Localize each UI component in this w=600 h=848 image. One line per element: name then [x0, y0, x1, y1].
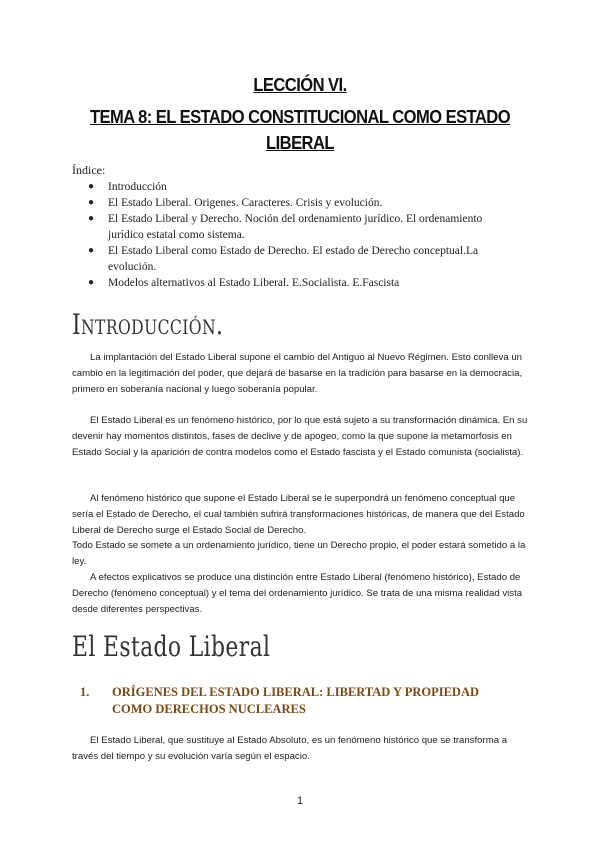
index-item [72, 179, 512, 195]
index-item [72, 275, 512, 291]
index-label: Índice: [72, 163, 106, 177]
index-item-text: El Estado Liberal como Estado de Derecho. El estado de Derecho conceptual.La evolución. [108, 245, 479, 273]
subsection-number: 1. [80, 685, 90, 699]
index-item-text: Introducción [108, 181, 167, 193]
bullet-icon: ● [88, 197, 95, 208]
topic-title: TEMA 8: EL ESTADO CONSTITUCIONAL COMO ESTADO LIBERAL [89, 107, 511, 153]
bullet-icon: ● [88, 277, 95, 288]
index-item [72, 195, 512, 211]
index-item-text: El Estado Liberal. Origenes. Caracteres. Crisis y evolución. [108, 197, 383, 209]
section-heading-estado-liberal: El Estado Liberal [72, 630, 271, 663]
lesson-title: LECCIÓN VI. [253, 75, 347, 95]
paragraph: Al fenómeno histórico que supone el Estado Liberal se le superpondrá un fenómeno conceptual que sería el Estado de Derecho, el cual también sufrirá transformaciones históricas, de manera que del Estado Liberal de Derecho surge el Estado Social de Derecho. [72, 493, 525, 537]
paragraph: El Estado Liberal, que sustituye al Estado Absoluto, es un fenómeno histórico que se transforma a través del tiempo y su evolución varía según el espacio. [72, 735, 508, 763]
bullet-icon: ● [88, 213, 95, 224]
subsection-heading [72, 684, 522, 718]
paragraph: A efectos explicativos se produce una distinción entre Estado Liberal (fenómeno histórico), Estado de Derecho (fenómeno conceptual) y el tema del ordenamiento jurídico. Se trata de una misma realidad vista desde diferentes perspectivas. [72, 572, 523, 616]
paragraph: La implantación del Estado Liberal supone el cambio del Antiguo al Nuevo Régimen. Esto conlleva un cambio en la legitimación del poder, que dejará de basarse en la tradición para basarse en la democracia, primero en soberanía nacional y luego soberanía popular. [72, 352, 523, 396]
index-item [72, 211, 512, 243]
section-heading-introduccion: Introducción. [72, 308, 224, 341]
paragraph: El Estado Liberal es un fenómeno histórico, por lo que está sujeto a su transformación dinámica. En su devenir hay momentos distintos, fases de declive y de apogeo, como la que supone la metamorfosis en Estado Social y la aparición de contra modelos como el Estado fascista y el Estado comunista (socialista). [72, 415, 528, 459]
bullet-icon: ● [88, 245, 95, 256]
index-item-text: Modelos alternativos al Estado Liberal. E.Socialista. E.Fascista [108, 277, 400, 289]
index-item-text: El Estado Liberal y Derecho. Noción del ordenamiento jurídico. El ordenamiento jurídico estatal como sistema. [108, 213, 483, 241]
bullet-icon: ● [88, 181, 95, 192]
paragraph: Todo Estado se somete a un ordenamiento jurídico, tiene un Derecho propio, el poder estará sometido a la ley. [72, 540, 526, 568]
page-number: 1 [296, 795, 304, 807]
subsection-title: ORÍGENES DEL ESTADO LIBERAL: LIBERTAD Y PROPIEDAD COMO DERECHOS NUCLEARES [112, 685, 479, 716]
index-item [72, 243, 512, 275]
index-list [72, 179, 512, 291]
